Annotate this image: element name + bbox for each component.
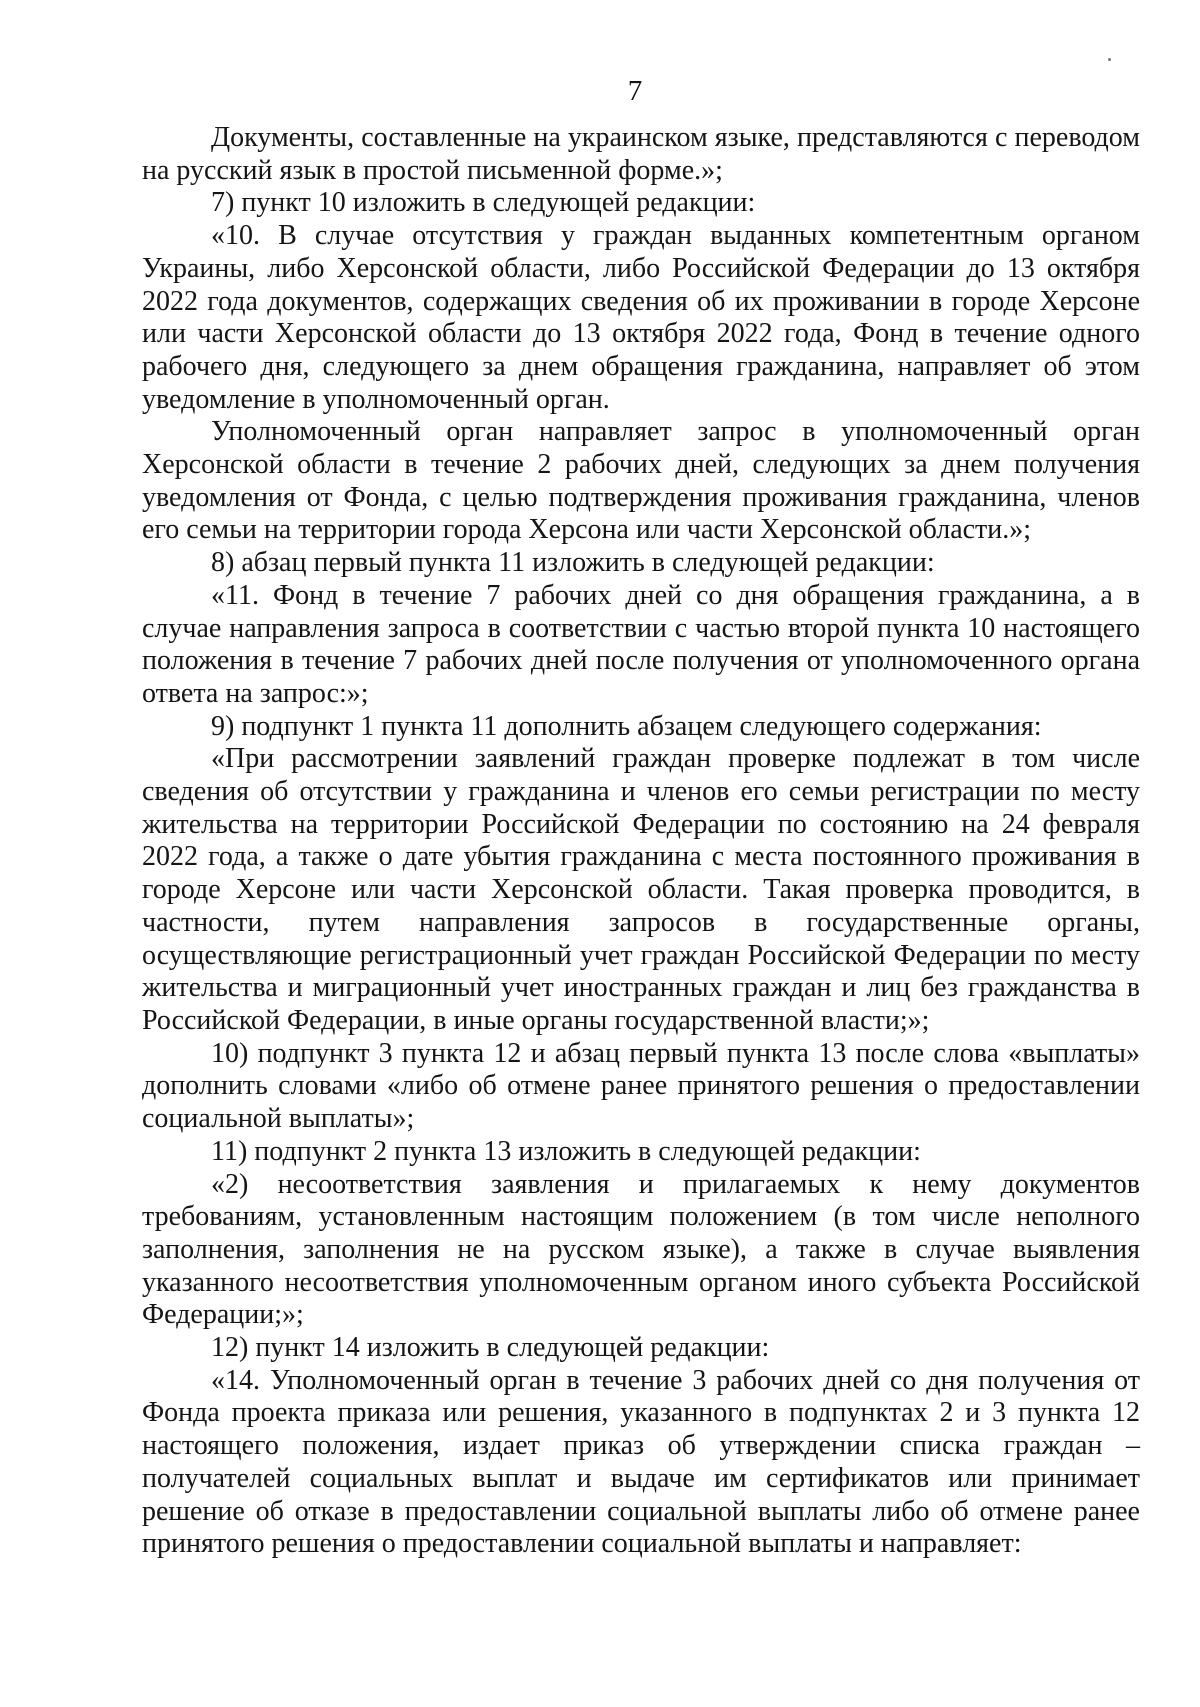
paragraph-clause-10-part-2: Уполномоченный орган направляет запрос в уполномоченный орган Херсонской области в течение 2 рабочих дней, следующих за днем получения уведомления от Фонда, с целью подтверждения проживания гражданина, членов его семьи на территории города Херсона или части Херсонской области.»; xyxy=(142,416,1140,546)
paragraph-verification: «При рассмотрении заявлений граждан проверке подлежат в том числе сведения об отсутствии у гражданина и членов его семьи регистрации по месту жительства на территории Российской Федерации по состоянию на 24 февраля 2022 года, а также о дате убытия гражданина с места постоянного проживания в городе Херсоне или части Херсонской области. Такая проверка проводится, в частности, путем направления запросов в государственные органы, осуществляющие регистрационный учет граждан Российской Федерации по месту жительства и миграционный учет иностранных граждан и лиц без гражданства в Российской Федерации, в иные органы государственной власти;»; xyxy=(142,743,1140,1036)
document-body xyxy=(142,122,1140,1561)
paragraph-amendment-7: 7) пункт 10 изложить в следующей редакции: xyxy=(211,187,756,219)
paragraph-amendment-10: 10) подпункт 3 пункта 12 и абзац первый пункта 13 после слова «выплаты» дополнить словами «либо об отмене ранее принятого решения о предоставлении социальной выплаты»; xyxy=(142,1037,1140,1135)
paragraph-clause-14: «14. Уполномоченный орган в течение 3 рабочих дней со дня получения от Фонда проекта приказа или решения, указанного в подпунктах 2 и 3 пункта 12 настоящего положения, издает приказ об утверждении списка граждан – получателей социальных выплат и выдаче им сертификатов или принимает решение об отказе в предоставлении социальной выплаты либо об отмене ранее принятого решения о предоставлении социальной выплаты и направляет: xyxy=(142,1364,1140,1560)
paragraph-amendment-8: 8) абзац первый пункта 11 изложить в следующей редакции: xyxy=(211,547,935,579)
paragraph-clause-10: «10. В случае отсутствия у граждан выданных компетентным органом Украины, либо Херсонской области, либо Российской Федерации до 13 октября 2022 года документов, содержащих сведения об их проживании в городе Херсоне или части Херсонской области до 13 октября 2022 года, Фонд в течение одного рабочего дня, следующего за днем обращения гражданина, направляет об этом уведомление в уполномоченный орган. xyxy=(142,220,1140,415)
paragraph-amendment-12: 12) пункт 14 изложить в следующей редакции: xyxy=(211,1332,770,1364)
paragraph-amendment-11: 11) подпункт 2 пункта 13 изложить в следующей редакции: xyxy=(211,1135,921,1167)
paragraph-subclause-2: «2) несоответствия заявления и прилагаемых к нему документов требованиям, установленным настоящим положением (в том числе неполного заполнения, заполнения не на русском языке), а также в случае выявления указанного несоответствия уполномоченным органом иного субъекта Российской Федерации;»; xyxy=(142,1168,1140,1331)
paragraph-translation-note: Документы, составленные на украинском языке, представляются с переводом на русский язык в простой письменной форме.»; xyxy=(142,122,1140,186)
paragraph-clause-11: «11. Фонд в течение 7 рабочих дней со дня обращения гражданина, а в случае направления запроса в соответствии с частью второй пункта 10 настоящего положения в течение 7 рабочих дней после получения от уполномоченного органа ответа на запрос:»; xyxy=(142,579,1140,709)
page-number: 7 xyxy=(627,75,643,107)
scan-artifact-dot xyxy=(1108,58,1111,61)
paragraph-amendment-9: 9) подпункт 1 пункта 11 дополнить абзацем следующего содержания: xyxy=(211,710,1042,742)
